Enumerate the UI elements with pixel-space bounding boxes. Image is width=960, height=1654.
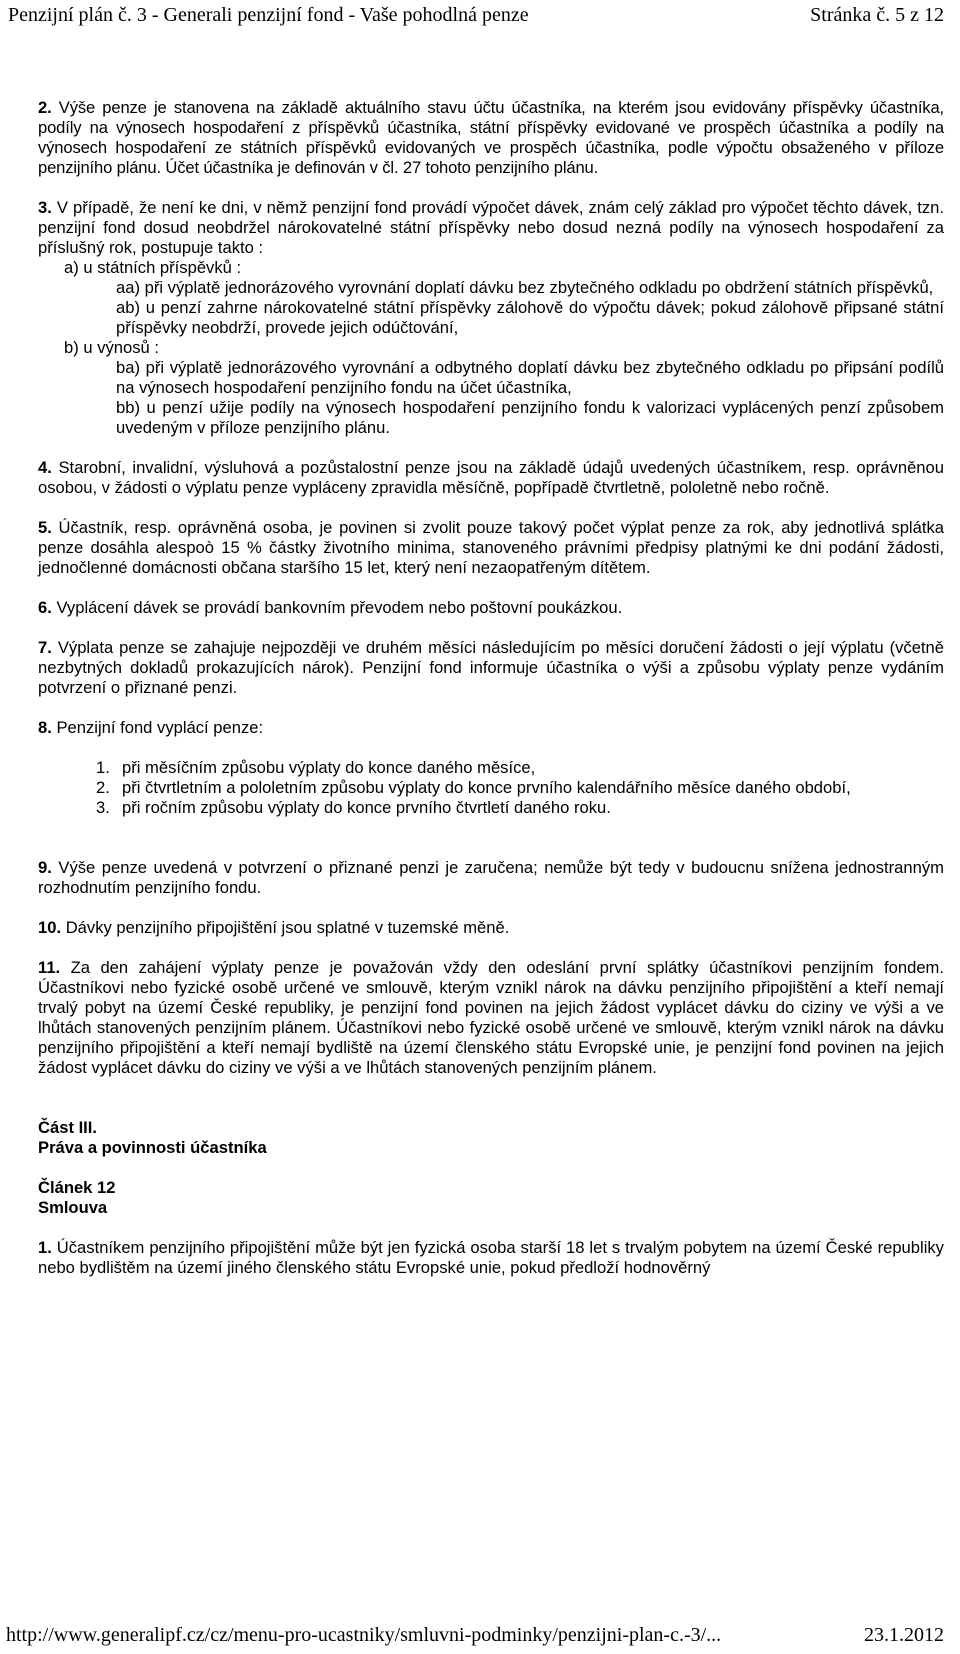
paragraph-number: 4.	[38, 458, 52, 477]
paragraph-number: 3.	[38, 198, 52, 217]
paragraph-text: Za den zahájení výplaty penze je považován vždy den odeslání první splátky účastníkovi penzijním fondem. Účastníkovi nebo fyzické osobě určené ve smlouvě, kterým vznikl nárok na dávku penzijního připojištění a kteří nemají trvalý pobyt na území České republiky, je penzijní fond povinen na jejich žádost vyplácet dávku do ciziny ve výši a ve lhůtách stanovených penzijním plánem. Účastníkovi nebo fyzické osobě určené ve smlouvě, kterým vznikl nárok na dávku penzijního připojištění a kteří nemají bydliště na území členského státu Evropské unie, je penzijní fond povinen na jejich žádost vyplácet dávku do ciziny ve výši a ve lhůtách stanovených penzijním plánem.	[38, 958, 944, 1077]
paragraph-number: 9.	[38, 858, 52, 877]
subsection-aa: aa) při výplatě jednorázového vyrovnání doplatí dávku bez zbytečného odkladu po obdržení státních příspěvků,	[116, 278, 934, 297]
paragraph-number: 7.	[38, 638, 52, 657]
paragraph-text: Účastník, resp. oprávněná osoba, je povinen si zvolit pouze takový počet výplat penze za rok, aby jednotlivá splátka penze dosáhla alespoò 15 % částky životního minima, stanoveného právními předpisy platnými ke dni podání žádosti, jednočlenné domácnosti občana staršího 15 let, který není nezaopatřeným dítětem.	[38, 518, 944, 577]
subsection-b: b) u výnosů :	[64, 338, 160, 357]
paragraph-text: Výplata penze se zahajuje nejpozději ve druhém měsíci následujícím po měsíci doručení žádosti o její výplatu (včetně nezbytných dokladů prokazujících nárok). Penzijní fond informuje účastníka o výši a způsobu výplaty penze vydáním potvrzení o přiznané penzi.	[38, 638, 944, 697]
list-item-number: 3.	[96, 798, 110, 817]
document-body	[38, 98, 944, 1278]
paragraph-3-intro	[38, 198, 944, 258]
list-item-number: 2.	[96, 778, 110, 797]
list-item	[38, 778, 944, 798]
paragraph-10	[38, 918, 944, 938]
article-paragraph-1	[38, 1238, 944, 1278]
paragraph-11	[38, 958, 944, 1078]
paragraph-text: Penzijní fond vyplácí penze:	[56, 718, 264, 737]
paragraph-text: Dávky penzijního připojištění jsou splatné v tuzemské měně.	[65, 918, 510, 937]
header-page-number: Stránka č. 5 z 12	[810, 4, 944, 26]
paragraph-text: Výše penze uvedená v potvrzení o přiznané penzi je zaručena; nemůže být tedy v budoucnu snížena jednostranným rozhodnutím penzijního fondu.	[38, 858, 944, 897]
paragraph-6	[38, 598, 944, 618]
paragraph-text: Starobní, invalidní, výsluhová a pozůstalostní penze jsou na základě údajů uvedených účastníkem, resp. oprávněnou osobou, v žádosti o výplatu penze vypláceny zpravidla měsíčně, popřípadě čtvrtletně, pololetně nebo ročně.	[38, 458, 944, 497]
paragraph-number: 10.	[38, 918, 62, 937]
paragraph-text: Výše penze je stanovena na základě aktuálního stavu účtu účastníka, na kterém jsou evidovány příspěvky účastníka, podíly na výnosech hospodaření z příspěvků účastníka, státní příspěvky evidované ve prospěch účastníka a podíly na výnosech hospodaření ze státních příspěvků evidovaných ve prospěch účastníka, podle výpočtu obsaženého v příloze penzijního plánu. Účet účastníka je definován v čl. 27 tohoto penzijního plánu.	[38, 98, 944, 177]
paragraph-text: Vyplácení dávek se provádí bankovním převodem nebo poštovní poukázkou.	[56, 598, 623, 617]
paragraph-number: 5.	[38, 518, 52, 537]
subsection-ab: ab) u penzí zahrne nárokovatelné státní příspěvky zálohově do výpočtu dávek; pokud zálohově připsané státní příspěvky neobdrží, provede jejich odúčtování,	[116, 298, 944, 337]
paragraph-number: 2.	[38, 98, 52, 117]
paragraph-9	[38, 858, 944, 898]
header-title: Penzijní plán č. 3 - Generali penzijní fond - Vaše pohodlná penze	[8, 4, 529, 26]
list-item-number: 1.	[96, 758, 110, 777]
article-title: Článek 12	[38, 1178, 116, 1197]
paragraph-text: Účastníkem penzijního připojištění může být jen fyzická osoba starší 18 let s trvalým pobytem na území České republiky nebo bydlištěm na území jiného členského státu Evropské unie, pokud předloží hodnověrný	[38, 1238, 944, 1277]
spacer	[38, 1098, 944, 1118]
paragraph-text: V případě, že není ke dni, v němž penzijní fond provádí výpočet dávek, znám celý základ pro výpočet těchto dávek, tzn. penzijní fond dosud neobdržel nárokovatelné státní příspěvky nebo dosud nezná podíly na výnosech hospodaření za příslušný rok, postupuje takto :	[38, 198, 944, 257]
footer-date: 23.1.2012	[864, 1624, 944, 1646]
paragraph-8-intro	[38, 718, 944, 738]
paragraph-number: 11.	[38, 958, 61, 977]
list-item-text: při ročním způsobu výplaty do konce prvního čtvrtletí daného roku.	[122, 798, 611, 817]
paragraph-number: 1.	[38, 1238, 52, 1257]
paragraph-number: 8.	[38, 718, 52, 737]
list-item	[38, 758, 944, 778]
subsection-bb: bb) u penzí užije podíly na výnosech hospodaření penzijního fondu k valorizaci vyplácených penzí způsobem uvedeným v příloze penzijního plánu.	[116, 398, 944, 437]
paragraph-8	[38, 718, 944, 818]
paragraph-5	[38, 518, 944, 578]
list-item	[38, 798, 944, 818]
paragraph-4	[38, 458, 944, 498]
list-item-text: při měsíčním způsobu výplaty do konce daného měsíce,	[122, 758, 536, 777]
footer-url: http://www.generalipf.cz/cz/menu-pro-ucastniky/smluvni-podminky/penzijni-plan-c.-3/...	[6, 1624, 722, 1646]
payout-list	[38, 758, 944, 818]
paragraph-7	[38, 638, 944, 698]
spacer	[38, 1158, 944, 1178]
part-title: Část III.	[38, 1118, 98, 1137]
paragraph-2	[38, 98, 944, 178]
spacer	[38, 1218, 944, 1238]
part-subtitle: Práva a povinnosti účastníka	[38, 1138, 267, 1157]
subsection-ba: ba) při výplatě jednorázového vyrovnání a odbytného doplatí dávku bez zbytečného odkladu po připsání podílů na výnosech hospodaření penzijního fondu na účet účastníka,	[116, 358, 944, 397]
subsection-a: a) u státních příspěvků :	[64, 258, 242, 277]
paragraph-3	[38, 198, 944, 438]
article-subtitle: Smlouva	[38, 1198, 108, 1217]
page-footer	[0, 1622, 960, 1648]
page-header	[0, 2, 960, 28]
list-item-text: při čtvrtletním a pololetním způsobu výplaty do konce prvního kalendářního měsíce daného období,	[122, 778, 851, 797]
paragraph-number: 6.	[38, 598, 52, 617]
